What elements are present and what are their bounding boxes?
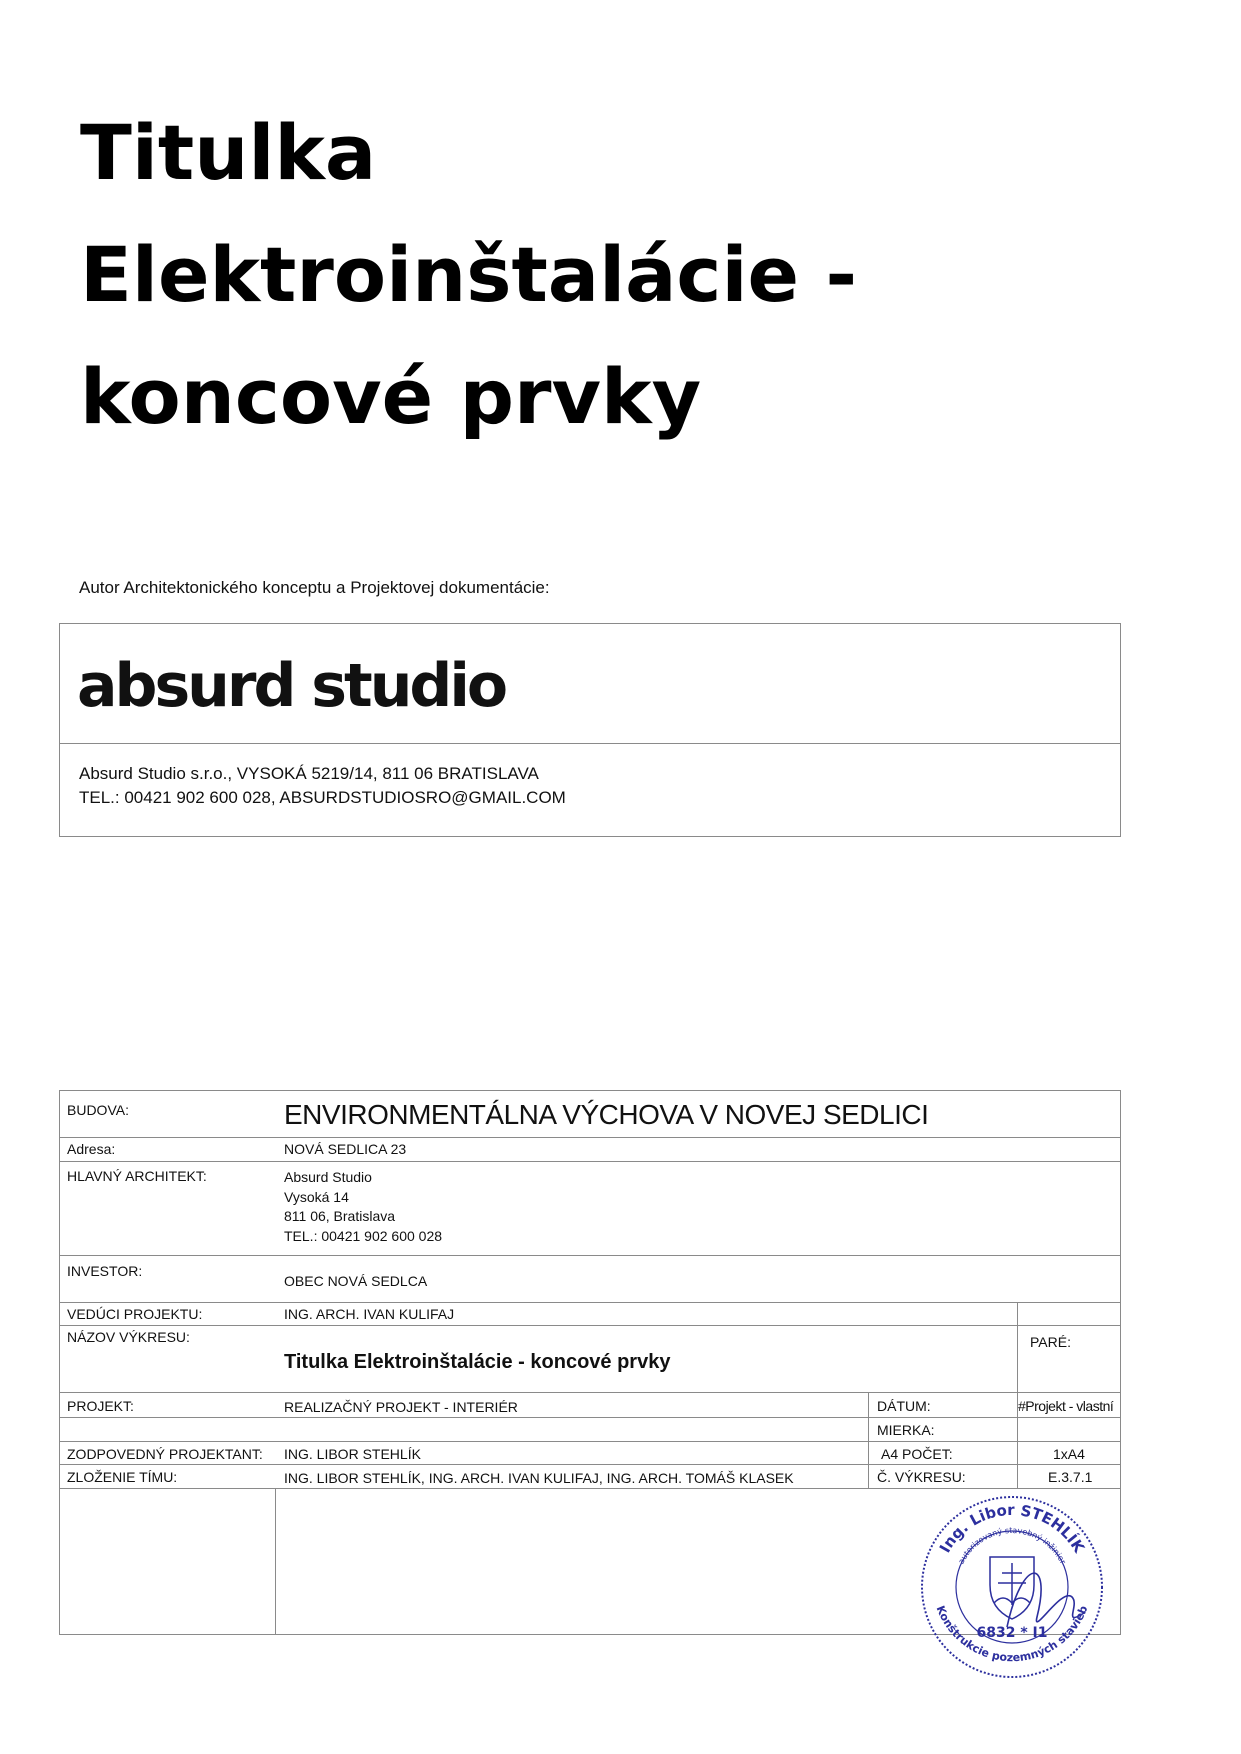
author-label: Autor Architektonického konceptu a Projektovej dokumentácie: bbox=[79, 578, 550, 597]
stamp-subtitle: autorizovaný stavebný inžinier bbox=[956, 1525, 1068, 1566]
title-line-1: Titulka bbox=[80, 108, 377, 197]
studio-contact: TEL.: 00421 902 600 028, ABSURDSTUDIOSRO@GMAIL.COM bbox=[79, 788, 566, 807]
architekt-line-4: TEL.: 00421 902 600 028 bbox=[284, 1227, 443, 1244]
nazov-label: NÁZOV VÝKRESU: bbox=[67, 1329, 190, 1345]
pocet-value: 1xA4 bbox=[1053, 1446, 1085, 1462]
title-line-3: koncové prvky bbox=[80, 352, 702, 441]
studio-logo: absurd studio bbox=[77, 651, 506, 721]
studio-address: Absurd Studio s.r.o., VYSOKÁ 5219/14, 811 06 BRATISLAVA bbox=[79, 764, 539, 783]
title-line-2: Elektroinštalácie - bbox=[80, 230, 858, 319]
studio-logo-area bbox=[60, 624, 1120, 744]
authorization-stamp bbox=[912, 1487, 1112, 1687]
nazov-value: Titulka Elektroinštalácie - koncové prvky bbox=[284, 1351, 671, 1373]
investor-value: OBEC NOVÁ SEDLCA bbox=[284, 1273, 428, 1289]
architekt-value bbox=[284, 1168, 442, 1246]
datum-label: DÁTUM: bbox=[877, 1398, 931, 1414]
stamp-bottom-text: Konštrukcie pozemných stavieb bbox=[933, 1603, 1091, 1665]
architekt-line-1: Absurd Studio bbox=[284, 1169, 372, 1185]
projekt-value: REALIZAČNÝ PROJEKT - INTERIÉR bbox=[284, 1399, 518, 1415]
studio-info bbox=[79, 762, 566, 810]
zodpovedny-label: ZODPOVEDNÝ PROJEKTANT: bbox=[67, 1446, 263, 1462]
veduci-label: VEDÚCI PROJEKTU: bbox=[67, 1306, 203, 1322]
zodpovedny-value: ING. LIBOR STEHLÍK bbox=[284, 1446, 421, 1462]
tim-label: ZLOŽENIE TÍMU: bbox=[67, 1469, 178, 1485]
architekt-line-3: 811 06, Bratislava bbox=[284, 1208, 396, 1224]
pare-label: PARÉ: bbox=[1030, 1334, 1071, 1350]
adresa-value: NOVÁ SEDLICA 23 bbox=[284, 1141, 407, 1157]
architekt-label: HLAVNÝ ARCHITEKT: bbox=[67, 1168, 207, 1184]
investor-label: INVESTOR: bbox=[67, 1263, 143, 1279]
page-title bbox=[80, 92, 1160, 458]
veduci-value: ING. ARCH. IVAN KULIFAJ bbox=[284, 1306, 455, 1322]
stamp-name: Ing. Libor STEHLÍK bbox=[935, 1500, 1088, 1556]
architekt-line-2: Vysoká 14 bbox=[284, 1188, 349, 1205]
budova-label: BUDOVA: bbox=[67, 1102, 129, 1118]
adresa-label: Adresa: bbox=[67, 1141, 116, 1157]
budova-value: ENVIRONMENTÁLNA VÝCHOVA V NOVEJ SEDLICI bbox=[284, 1099, 929, 1130]
cislo-value: E.3.7.1 bbox=[1048, 1469, 1093, 1485]
tim-value: ING. LIBOR STEHLÍK, ING. ARCH. IVAN KULIFAJ, ING. ARCH. TOMÁŠ KLASEK bbox=[284, 1470, 794, 1486]
mierka-label: MIERKA: bbox=[877, 1422, 935, 1438]
projekt-label: PROJEKT: bbox=[67, 1398, 134, 1414]
cislo-label: Č. VÝKRESU: bbox=[877, 1469, 966, 1485]
pocet-label: A4 POČET: bbox=[881, 1446, 953, 1462]
studio-box bbox=[59, 623, 1121, 837]
datum-value: #Projekt - vlastní bbox=[1018, 1398, 1114, 1414]
stamp-number: 6832 * I1 bbox=[976, 1625, 1048, 1641]
